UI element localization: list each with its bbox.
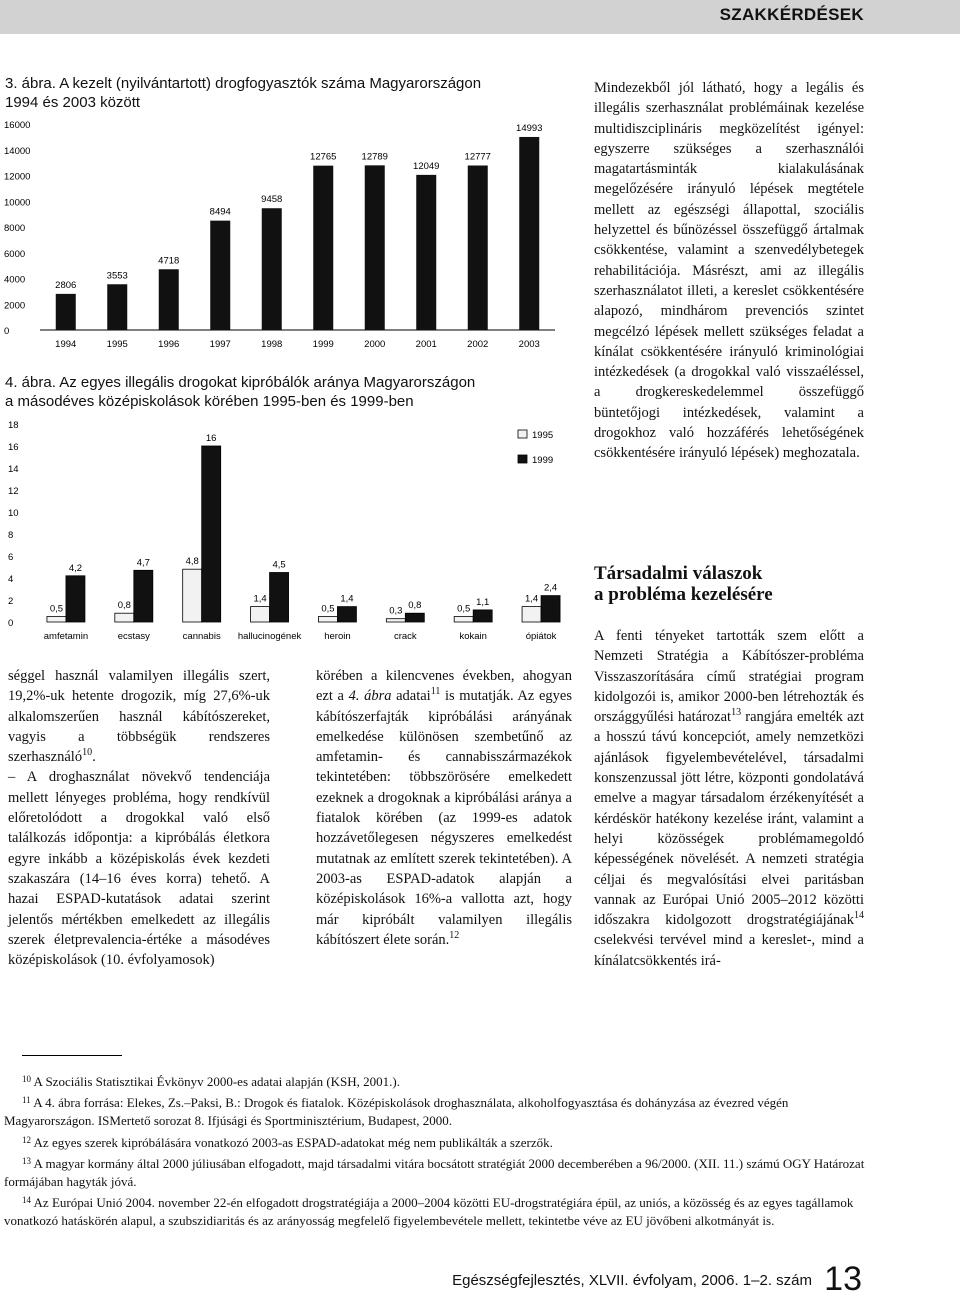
footnote-text: Az egyes szerek kipróbálására vonatkozó 2003-as ESPAD-adatokat még nem publikálták a szerzők. (31, 1134, 553, 1150)
data-label: 0,5 (321, 603, 335, 615)
bar (468, 165, 488, 330)
bar-1995 (522, 607, 541, 622)
bar (210, 221, 230, 330)
footnote-number: 11 (22, 1095, 31, 1106)
data-label: 8494 (209, 206, 231, 218)
data-label: 4,8 (185, 556, 199, 568)
bar-1995 (183, 569, 202, 622)
legend-label: 1999 (532, 455, 554, 466)
bar-1995 (386, 619, 405, 622)
footnote-number: 10 (22, 1074, 31, 1084)
data-label: 0,5 (457, 603, 471, 615)
footnote-text: A 4. ábra forrása: Elekes, Zs.–Paksi, B.: Drogok és fiatalok. Középiskolások droghasználata, alkoholfogyasztása és dohányzása az évezred végén Magyarországon. ISMertető sorozat 8. Ifjúsági és Sportminisztérium, Budapest, 2000. (4, 1095, 789, 1129)
bar-1995 (47, 617, 66, 623)
right-col-text-a: A fenti tényeket tartották szem előtt a Nemzeti Stratégia a Kábítószer-probléma Visszaszorítására című stratégiai program kidolgozói is, amikor 2000-ben létrehozták és országgyűlési határozat (594, 628, 864, 726)
bar (519, 137, 539, 330)
y-tick-label: 2 (8, 596, 14, 607)
legend-swatch-1995 (518, 430, 527, 438)
data-label: 4,2 (68, 562, 83, 574)
bar (416, 175, 436, 330)
x-tick-label: crack (393, 631, 417, 642)
footnote-13 (4, 1152, 866, 1191)
bar (262, 208, 282, 330)
footnote-ref-10: 10 (82, 747, 93, 759)
bar (107, 284, 127, 330)
x-tick-label: 1996 (158, 339, 180, 350)
bar-1999 (337, 607, 356, 622)
left-col-period: . (92, 749, 96, 766)
y-tick-label: 16000 (4, 120, 31, 131)
footnote-ref-12: 12 (449, 930, 460, 942)
paragraph: Mindezekből jól látható, hogy a legális és illegális szerhasználat problémáinak kezelése multidiszciplináris megközelítést igényel: egyszerre szükséges a szerhasználói magatartásminták kialakulásának megelőzésére irányuló lépések megtétele mellett az egészségi állapottal, szociális helyzettel és bűnözéssel összefüggő ártalmak csökkentése, valamint a szenvedélybetegek rehabilitációja. Másrészt, ami az illegális szerhasználatot illeti, a kereslet csökkentésére alapozó, mindhárom prevenciós szintet megcélzó lépések mellett szükséges feladat a kínálat csökkentésére irányuló kriminológiai intézkedések (a drogokkal való visszaéléssel, a drogkereskedelemmel összefüggő büntetőjogi intézkedések, valamint a drogokhoz való hozzáférés lehetőségének csökkentésére irányuló lépések) meghozatala. (594, 80, 864, 462)
footnote-ref-14: 14 (854, 910, 864, 922)
paragraph: – A droghasználat növekvő tendenciája mellett lényeges probléma, hogy rendkívül előretolódott a drogokkal való első találkozás időpontja: a kipróbálás életkora egyre inkább a középiskolás évek kezdeti szakaszára (14–16 éves korra) tehető. A hazai ESPAD-kutatások adatai szerint jelentős mértékben emelkedett az illegális szerek életprevalencia-értéke a másodéves középiskolások (10. évfolyamosok) (8, 769, 270, 969)
bar-1999 (405, 613, 424, 622)
section-heading-line1: Társadalmi válaszok (594, 563, 763, 584)
y-tick-label: 12000 (4, 171, 31, 183)
x-tick-label: heroin (324, 631, 351, 642)
figure-4-reference: 4. ábra (348, 688, 392, 705)
x-tick-label: 1997 (209, 339, 231, 350)
y-tick-label: 10000 (4, 197, 31, 209)
mid-col-text-a: körében a kilencvenes években, ahogyan ezt a (316, 668, 572, 705)
x-tick-label: 1998 (261, 339, 283, 350)
y-tick-label: 6 (8, 552, 14, 563)
data-label: 1,4 (524, 593, 539, 605)
footnote-text: A magyar kormány által 2000 júliusában elfogadott, majd társadalmi vitára bocsátott stratégiát 2000 decemberében a 96/2000. (XII. 11.) számú OGY Határozat formájában hagyták jóvá. (4, 1155, 865, 1190)
footnote-text: Az Európai Unió 2004. november 22-én elfogadott drogstratégiája a 2000–2004 közötti EU-drogstratégiára épül, az uniós, a közösség és az egyes tagállamok vonatkozó hatáskörén alapul, a szubszidiaritás és az arányosság megfelelő figyelembevétele mellett, tekintetbe véve az EU jövőbeni alkotmányát is. (4, 1195, 854, 1229)
y-tick-label: 10 (8, 508, 19, 519)
x-tick-label: kokain (459, 631, 487, 642)
mid-col-text-c: is mutatják. Az egyes kábítószerfajták kipróbálási arányának emelkedése különösen szembetűnő az amfetamin- és cannabisszármazékok tekintetében: többszörösére emelkedett ezeknek a drogoknak a kipróbálási aránya a fiatalok körében (az 1999-es adatok hozzávetőlegesen négyszeres emelkedést mutatnak az említett szerek tekintetében). A 2003-as ESPAD-adatok alapján a középiskolások 16%-a vallotta azt, hogy már kipróbált valamilyen illegális kábítószert élete során. (316, 688, 572, 948)
data-label: 2,4 (543, 582, 558, 594)
x-tick-label: 2000 (364, 339, 386, 350)
footnote-text: A Szociális Statisztikai Évkönyv 2000-es adatai alapján (KSH, 2001.). (31, 1074, 400, 1089)
bar-1999 (473, 610, 492, 622)
body-text-middle-column (316, 666, 572, 950)
data-label: 16 (205, 433, 217, 444)
data-label: 3553 (106, 270, 128, 282)
y-tick-label: 8 (8, 530, 14, 541)
bar (365, 165, 385, 330)
section-heading-line2: a probléma kezelésére (594, 584, 773, 605)
body-text-right-column-bottom (594, 626, 864, 971)
right-col-text-c: cselekvési tervével mind a kereslet-, mind a kínálatcsökkentés irá- (594, 932, 864, 969)
left-col-text-1: séggel használ valamilyen illegális szert, 19,2%-uk hetente drogozik, míg 27,6%-uk alkalomszerűen használ kábítószereket, vagyis a többségük rendszeres szerhasználó (8, 668, 270, 766)
figure-3-chart (0, 112, 580, 357)
mid-col-text-b: adatai (391, 688, 431, 705)
bar-1999 (270, 573, 289, 623)
figure-4-title-line1: 4. ábra. Az egyes illegális drogokat kipróbálók aránya Magyarországon (5, 374, 476, 391)
page-number: 13 (824, 1260, 862, 1298)
data-label: 12789 (361, 151, 388, 163)
x-tick-label: 2002 (467, 339, 489, 350)
legend-label: 1995 (532, 430, 554, 441)
data-label: 4718 (158, 255, 180, 267)
footnote-11 (4, 1091, 866, 1130)
bar-1999 (202, 446, 221, 622)
bar-1995 (251, 607, 270, 622)
paragraph (316, 666, 572, 950)
bar (56, 294, 76, 330)
body-text-left-column (8, 666, 270, 970)
figure-4-title-line2: a másodéves középiskolások körében 1995-ben és 1999-ben (5, 393, 414, 410)
x-tick-label: ecstasy (117, 631, 150, 642)
x-tick-label: 1994 (55, 339, 77, 350)
y-tick-label: 2000 (4, 300, 26, 312)
footnote-ref-11: 11 (430, 686, 441, 698)
bar-1999 (541, 596, 560, 622)
figure-3-title (5, 74, 585, 112)
figure-3-title-line2: 1994 és 2003 között (5, 94, 141, 111)
paragraph (594, 626, 864, 971)
body-text-right-column-top (594, 78, 864, 464)
section-heading (594, 563, 894, 605)
x-tick-label: 2001 (415, 339, 437, 350)
data-label: 2806 (55, 279, 77, 291)
figure-3-title-line1: 3. ábra. A kezelt (nyilvántartott) drogfogyasztók száma Magyarországon (5, 75, 482, 92)
footnotes (4, 1070, 866, 1231)
y-tick-label: 18 (8, 420, 19, 431)
y-tick-label: 0 (4, 326, 10, 337)
data-label: 0,8 (117, 600, 131, 612)
x-tick-label: 1995 (106, 339, 128, 350)
y-tick-label: 14 (8, 464, 19, 475)
section-title-header: SZAKKÉRDÉSEK (719, 5, 864, 24)
bar-1999 (134, 570, 153, 622)
y-tick-label: 12 (8, 486, 19, 497)
bar-1995 (115, 613, 134, 622)
right-col-text-b: rangjára emelték azt a hosszú távú koncepciót, amely nemzetközi ajánlások figyelembevételével, társadalmi konszenzussal jött létre, központi gondolatává emelve a magyar társadalom érzékenyítését a kérdéskör hatékony kezelése iránt, valamint a helyi közösségek problémamegoldó képességének növelését. A nemzeti stratégia céljai és megvalósítási elvei paritásban vannak az Európai Unió 2005–2012 közötti időszakra kidolgozott drogstratégiájának (594, 709, 864, 929)
y-tick-label: 8000 (4, 223, 26, 234)
footnote-number: 14 (22, 1195, 31, 1206)
footnote-14 (4, 1191, 866, 1230)
data-label: 12777 (464, 151, 491, 163)
data-label: 1,1 (476, 596, 490, 608)
data-label: 9458 (261, 194, 283, 206)
data-label: 0,5 (49, 603, 64, 615)
legend-swatch-1999 (518, 455, 527, 463)
bar-1995 (318, 617, 337, 623)
y-tick-label: 16 (8, 442, 19, 453)
section-header-bar (0, 0, 960, 34)
journal-citation: Egészségfejlesztés, XLVII. évfolyam, 2006. 1–2. szám (452, 1272, 812, 1289)
y-tick-label: 0 (8, 618, 14, 629)
bar-1999 (66, 576, 85, 622)
data-label: 12049 (413, 160, 440, 172)
data-label: 12765 (310, 151, 337, 163)
data-label: 1,4 (253, 593, 267, 605)
paragraph (8, 666, 270, 767)
x-tick-label: hallucinogének (237, 631, 302, 642)
footnote-number: 13 (22, 1155, 31, 1166)
footnote-10 (4, 1070, 866, 1091)
x-tick-label: 2003 (518, 339, 540, 350)
y-tick-label: 4 (8, 574, 14, 585)
x-tick-label: amfetamin (43, 631, 89, 642)
y-tick-label: 4000 (4, 274, 26, 286)
y-tick-label: 6000 (4, 248, 26, 260)
data-label: 4,7 (136, 557, 150, 569)
footnote-12 (4, 1131, 866, 1152)
figure-4-title (5, 373, 585, 411)
data-label: 4,5 (272, 559, 286, 571)
x-tick-label: cannabis (182, 631, 221, 642)
footnote-ref-13: 13 (731, 707, 742, 719)
figure-4-chart (0, 414, 580, 646)
bar (313, 166, 333, 330)
y-tick-label: 14000 (4, 145, 31, 157)
x-tick-label: 1999 (312, 339, 334, 350)
x-tick-label: ópiátok (525, 631, 557, 642)
bar (159, 269, 179, 330)
data-label: 14993 (516, 122, 543, 134)
data-label: 0,3 (389, 605, 403, 617)
data-label: 0,8 (408, 600, 422, 612)
bar-1995 (454, 617, 473, 623)
footnote-divider (22, 1055, 122, 1056)
data-label: 1,4 (340, 593, 354, 605)
footnote-number: 12 (22, 1134, 31, 1145)
page-footer (0, 1258, 960, 1298)
